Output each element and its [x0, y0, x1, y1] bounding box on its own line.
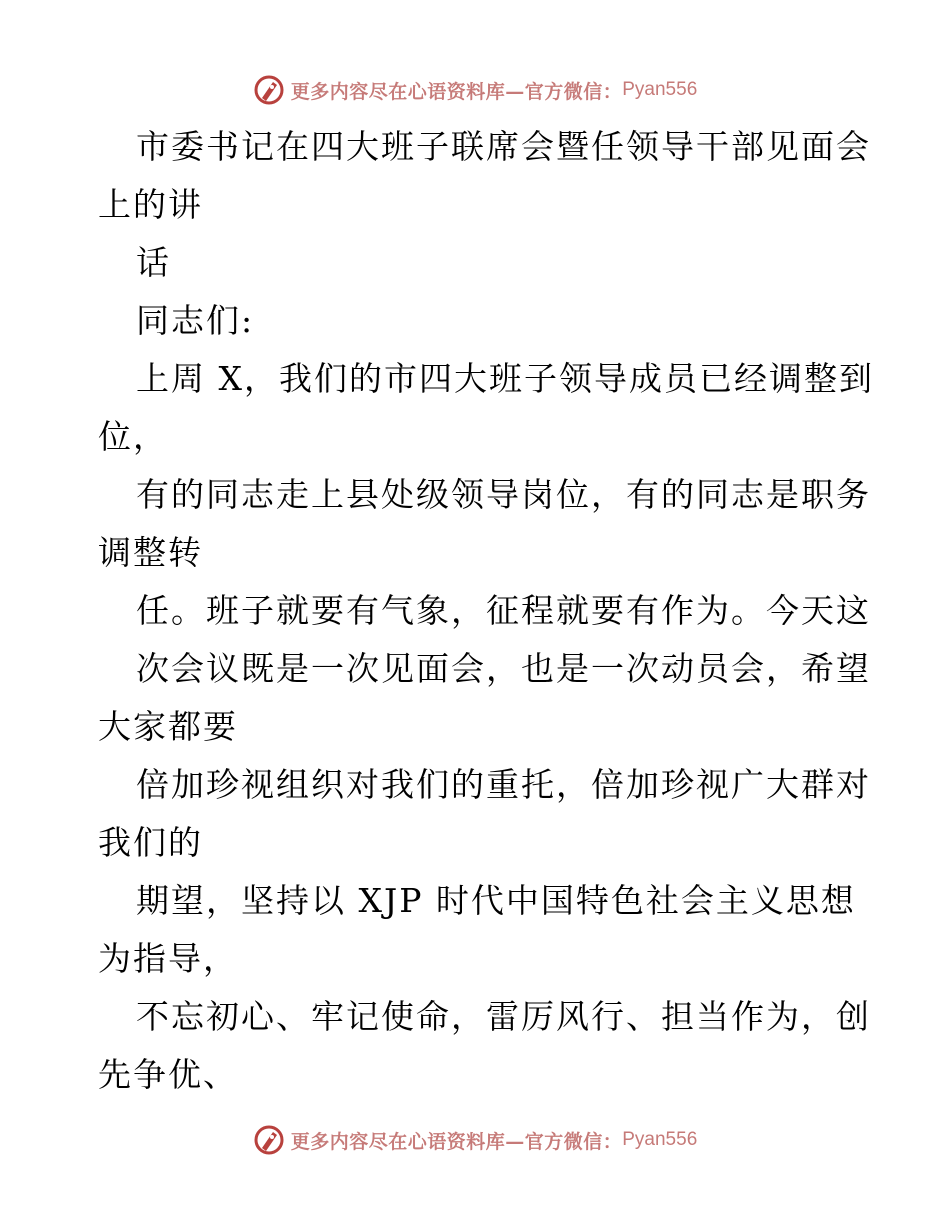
- pen-nib-logo-icon: [253, 74, 285, 106]
- text-line: 市委书记在四大班子联席会暨任领导干部见面会: [136, 127, 871, 166]
- text-line: 为指导，: [98, 939, 238, 978]
- text-line: 上周 X，我们的市四大班子领导成员已经调整到: [136, 359, 874, 398]
- watermark-wechat-id: Pyan556: [622, 1129, 698, 1150]
- footer-watermark: [0, 1120, 950, 1160]
- text-line: 位，: [98, 417, 168, 456]
- text-line: 先争优、: [98, 1055, 238, 1094]
- pen-nib-logo-icon: [253, 1124, 285, 1156]
- text-line: 不忘初心、牢记使命，雷厉风行、担当作为，创: [136, 997, 871, 1036]
- document-body: [98, 118, 874, 1104]
- watermark-wechat-id: Pyan556: [622, 79, 698, 100]
- text-line: 话: [136, 243, 171, 282]
- text-line: 上的讲: [98, 185, 203, 224]
- text-line: 次会议既是一次见面会，也是一次动员会，希望: [136, 649, 871, 688]
- text-line: 倍加珍视组织对我们的重托，倍加珍视广大群对: [136, 765, 871, 804]
- text-line: 任。班子就要有气象，征程就要有作为。今天这: [136, 591, 871, 630]
- text-line: 我们的: [98, 823, 203, 862]
- watermark-text: 更多内容尽在心语资料库—官方微信：: [290, 1130, 623, 1153]
- text-line: 期望，坚持以 XJP 时代中国特色社会主义思想: [136, 881, 856, 920]
- text-line: 同志们:: [136, 301, 255, 340]
- header-watermark: [0, 70, 950, 110]
- watermark-text: 更多内容尽在心语资料库—官方微信：: [290, 80, 623, 103]
- text-line: 调整转: [98, 533, 203, 572]
- text-line: 有的同志走上县处级领导岗位，有的同志是职务: [136, 475, 871, 514]
- text-line: 大家都要: [98, 707, 238, 746]
